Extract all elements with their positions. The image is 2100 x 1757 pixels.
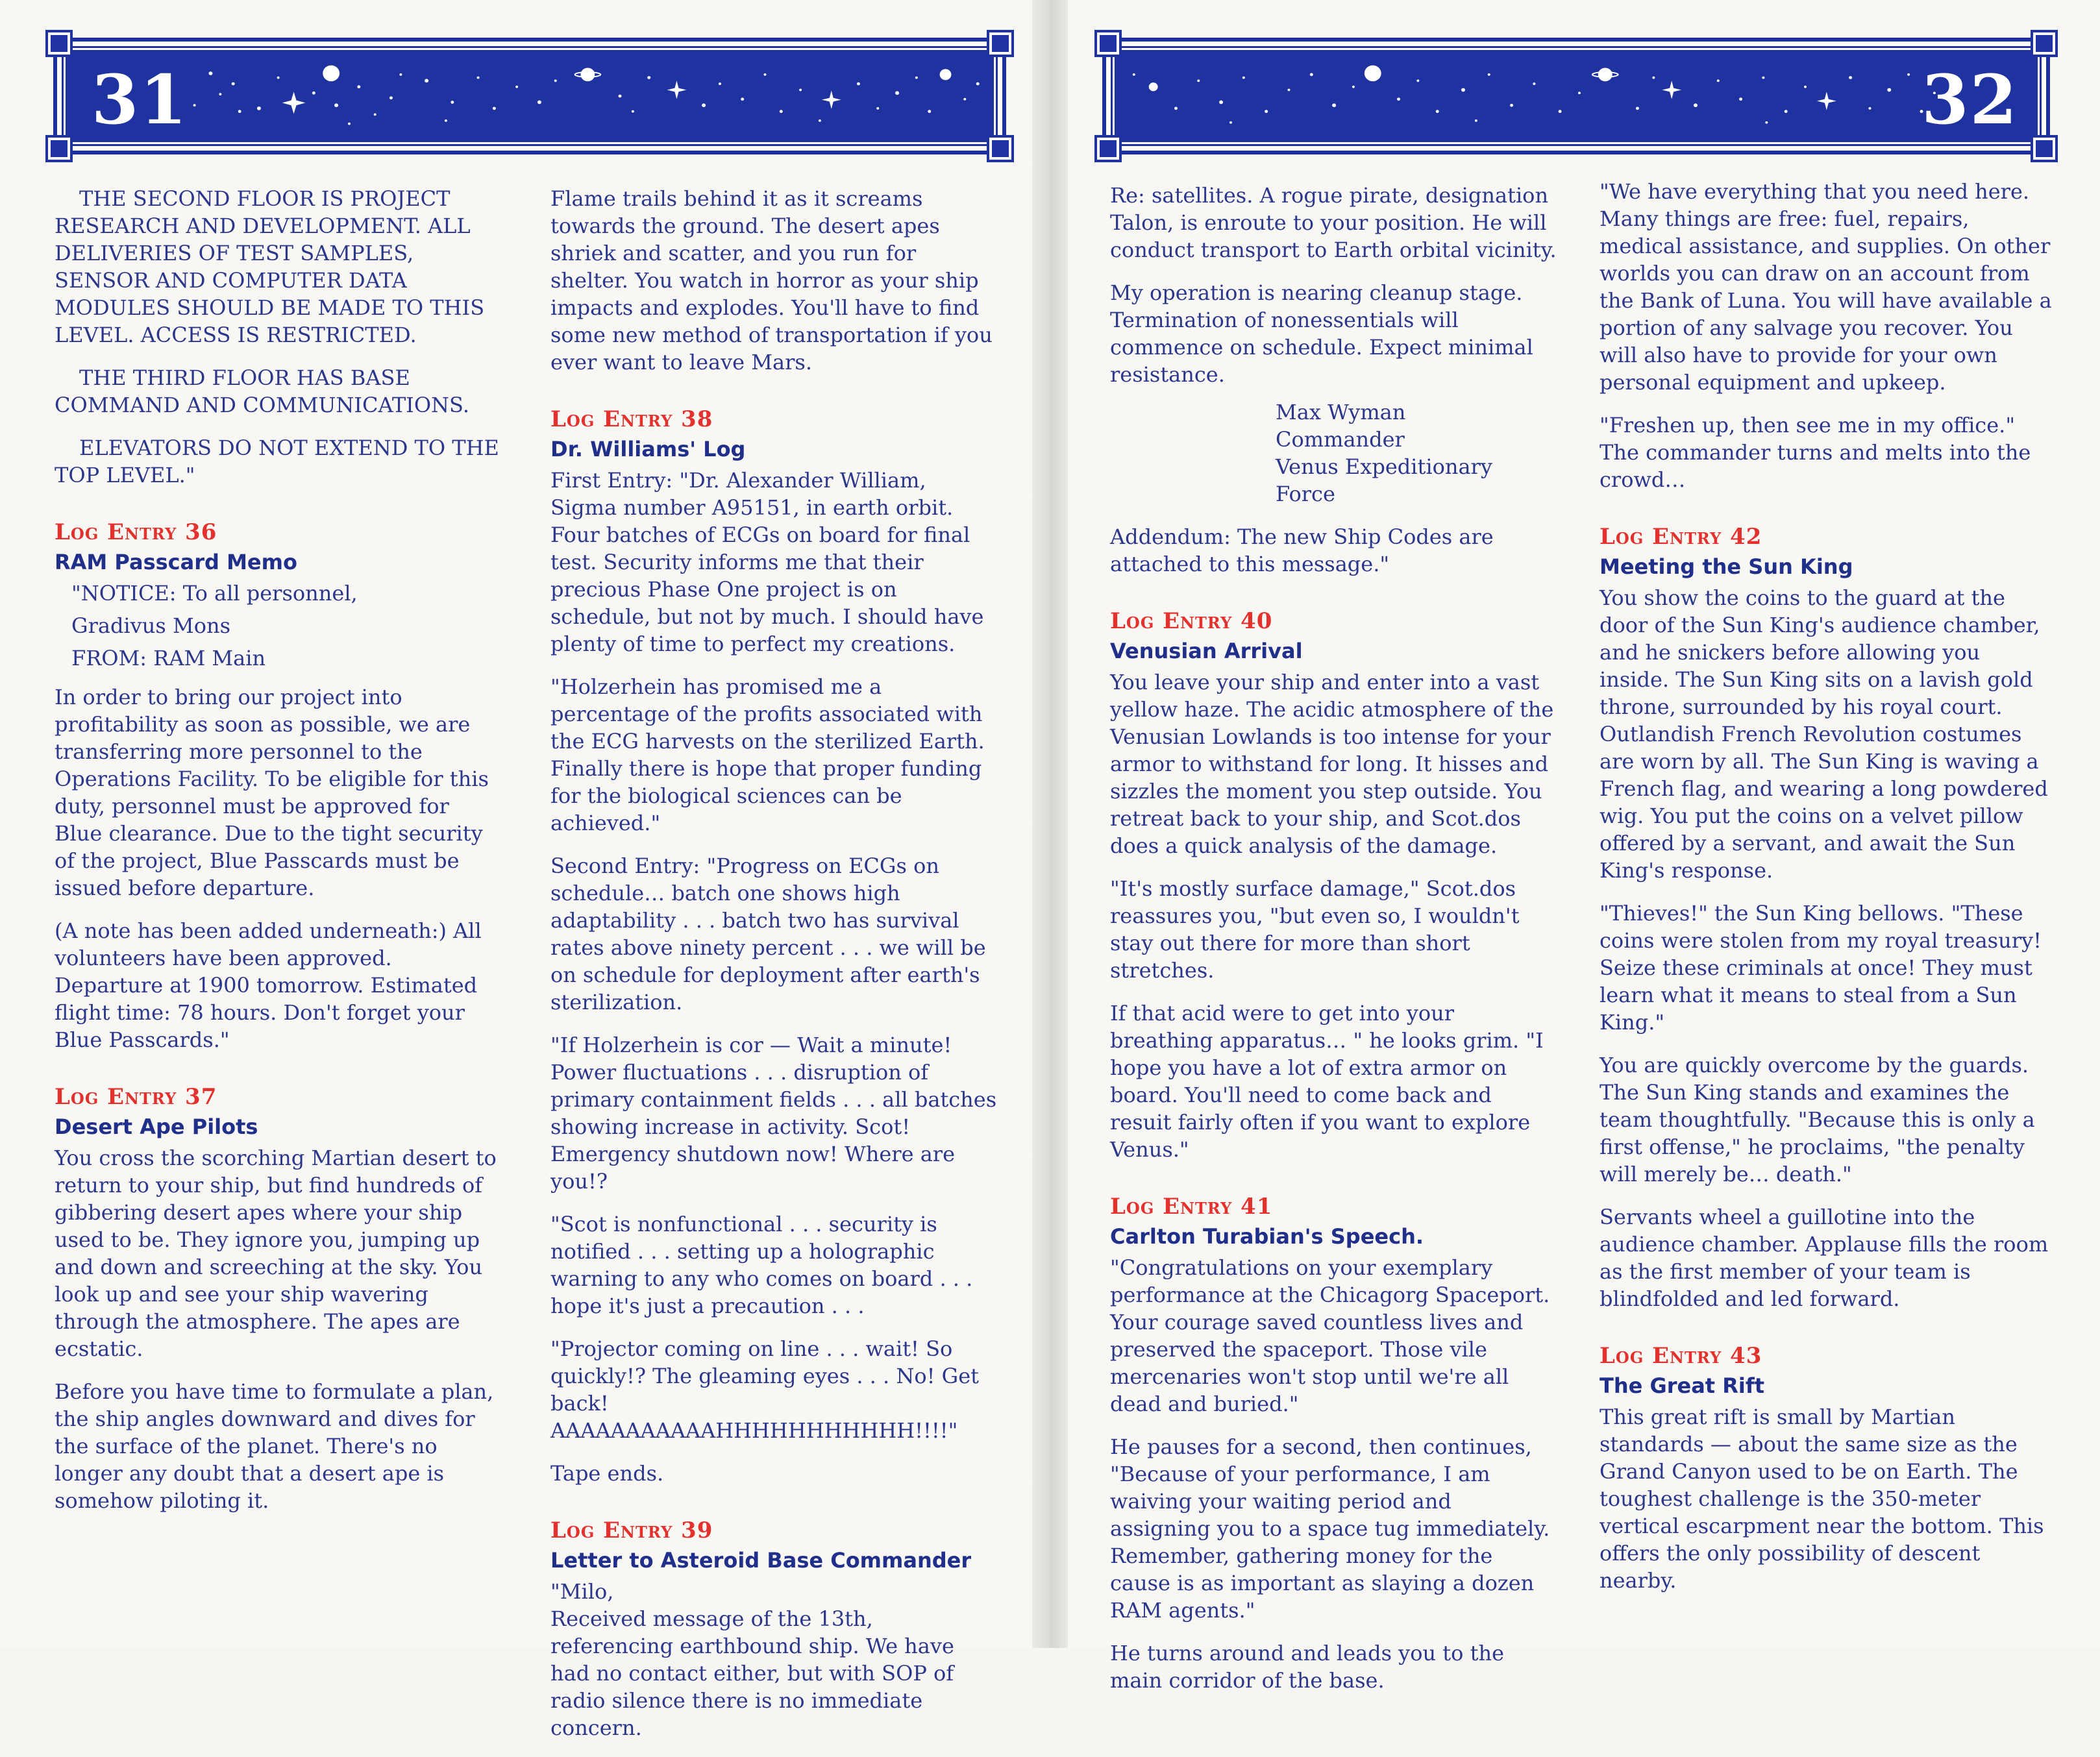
paragraph: "It's mostly surface damage," Scot.dos reassures you, "but even so, I wouldn't stay out there for more than short stretches. xyxy=(1110,876,1520,983)
text-column xyxy=(1600,178,2054,1610)
banner-corner-ornament xyxy=(48,138,70,160)
signature-line: Max Wyman xyxy=(1276,400,1406,424)
memo-line: Gradivus Mons xyxy=(71,613,230,638)
paragraph: Re: satellites. A rogue pirate, designation Talon, is enroute to your position. He will conduct transport to Earth orbital vicinity. xyxy=(1110,183,1557,262)
paragraph: My operation is nearing cleanup stage. Termination of nonessentials will commence on schedule. Expect minimal resistance. xyxy=(1110,280,1533,387)
paragraph: Servants wheel a guillotine into the audience chamber. Applause fills the room as the first member of your team is blindfolded and led forward. xyxy=(1600,1205,2049,1311)
log-entry-heading: Log Entry 37 xyxy=(55,1084,217,1110)
paragraph: You show the coins to the guard at the door of the Sun King's audience chamber, and he snickers before allowing you inside. The Sun King sits on a lavish gold throne, surrounded by his royal court. Outlandish French Revolution costumes are worn by all. The Sun King is waving a French flag, and wearing a long powdered wig. You put the coins on a velvet pillow offered by a servant, and await the Sun King's response. xyxy=(1600,585,2048,883)
letter-salutation: "Milo, xyxy=(550,1579,614,1604)
log-entry-heading: Log Entry 36 xyxy=(55,519,217,545)
log-entry-heading: Log Entry 41 xyxy=(1110,1194,1273,1220)
log-entry-title: The Great Rift xyxy=(1600,1373,1765,1398)
paragraph: This great rift is small by Martian standards — about the same size as the Grand Canyon used to be on Earth. The toughest challenge is the 350-meter vertical escarpment near the bottom. This offers the only possibility of descent nearby. xyxy=(1600,1405,2044,1593)
log-entry-title: RAM Passcard Memo xyxy=(55,550,297,574)
banner-corner-ornament xyxy=(1097,32,1119,55)
memo-line: FROM: RAM Main xyxy=(71,646,266,670)
paragraph: Before you have time to formulate a plan, the ship angles downward and dives for the surface of the planet. There's no longer any doubt that a desert ape is somehow piloting it. xyxy=(55,1379,494,1513)
banner-corner-ornament xyxy=(989,32,1011,55)
paragraph: THE THIRD FLOOR HAS BASE COMMAND AND COMMUNICATIONS. xyxy=(55,365,469,417)
banner-corner-ornament xyxy=(989,138,1011,160)
banner-starfield xyxy=(64,48,996,144)
banner-corner-ornament xyxy=(48,32,70,55)
text-column xyxy=(550,185,998,1757)
text-column xyxy=(55,185,502,1530)
starfield-graphic xyxy=(1115,50,2038,142)
log-entry-title: Dr. Williams' Log xyxy=(550,437,746,461)
paragraph: He pauses for a second, then continues, "Because of your performance, I am waiving your waiting period and assigning you to a space tug immediately. Remember, gathering money for the cause is as important as slaying a dozen RAM agents." xyxy=(1110,1434,1550,1623)
page-banner-right xyxy=(1102,38,2050,154)
paragraph: (A note has been added underneath:) All volunteers have been approved. Departure at 1900 tomorrow. Estimated flight time: 78 hours. Don't forget your Blue Passcards." xyxy=(55,918,482,1052)
paragraph: In order to bring our project into profitability as soon as possible, we are transferring more personnel to the Operations Facility. To be eligible for this duty, personnel must be approved for Blue clearance. Due to the tight security of the project, Blue Passcards must be issued before departure. xyxy=(55,685,489,900)
book-gutter xyxy=(1032,0,1068,1648)
banner-corner-ornament xyxy=(2033,32,2055,55)
banner-starfield xyxy=(1113,48,2040,144)
paragraph: "We have everything that you need here. Many things are free: fuel, repairs, medical assistance, and supplies. On other worlds you can draw on an account from the Bank of Luna. You will have available a portion of any salvage you recover. You will also have to provide for your own personal equipment and upkeep. xyxy=(1600,179,2052,395)
paragraph: You are quickly overcome by the guards. The Sun King stands and examines the team thoughtfully. "Because this is only a first offense," he proclaims, "the penalty will merely be… death." xyxy=(1600,1053,2035,1186)
paragraph: "If Holzerhein is cor — Wait a minute! Power fluctuations . . . disruption of primary containment fields . . . all batches showing increase in activity. Scot! Emergency shutdown now! Where are you!? xyxy=(550,1033,997,1194)
page-banner-left xyxy=(53,38,1006,154)
log-entry-heading: Log Entry 38 xyxy=(550,406,713,432)
log-entry-title: Desert Ape Pilots xyxy=(55,1114,258,1139)
paragraph: "Holzerhein has promised me a percentage of the profits associated with the ECG harvests on the sterilized Earth. Finally there is hope that proper funding for the biological sciences can be achieved." xyxy=(550,674,985,835)
letter-signature xyxy=(1276,399,1558,508)
log-entry-heading: Log Entry 42 xyxy=(1600,524,1762,550)
text-column xyxy=(1110,182,1558,1710)
memo-line: "NOTICE: To all personnel, xyxy=(71,581,358,606)
log-entry-heading: Log Entry 40 xyxy=(1110,608,1273,634)
memo-header xyxy=(71,580,502,672)
banner-corner-ornament xyxy=(1097,138,1119,160)
paragraph: If that acid were to get into your breathing apparatus… " he looks grim. "I hope you have a lot of extra armor on board. You'll need to come back and resuit fairly often if you want to explore Venus." xyxy=(1110,1001,1544,1162)
paragraph: Addendum: The new Ship Codes are attached to this message." xyxy=(1110,524,1494,576)
log-entry-title: Carlton Turabian's Speech. xyxy=(1110,1224,1424,1249)
paragraph: ELEVATORS DO NOT EXTEND TO THE TOP LEVEL." xyxy=(55,436,499,487)
paragraph: THE SECOND FLOOR IS PROJECT RESEARCH AND DEVELOPMENT. ALL DELIVERIES OF TEST SAMPLES, SENSOR AND COMPUTER DATA MODULES SHOULD BE MADE TO THIS LEVEL. ACCESS IS RESTRICTED. xyxy=(55,186,485,347)
paragraph: "Congratulations on your exemplary performance at the Chicagorg Spaceport. Your courage saved countless lives and preserved the spaceport. Those vile mercenaries won't stop until we're all dead and buried." xyxy=(1110,1255,1550,1416)
signature-line: Venus Expeditionary Force xyxy=(1276,454,1492,506)
starfield-graphic xyxy=(66,50,994,142)
log-entry-title: Meeting the Sun King xyxy=(1600,554,1853,579)
page-number: 31 xyxy=(92,60,188,140)
paragraph: Second Entry: "Progress on ECGs on schedule… batch one shows high adaptability . . . batch two has survival rates above ninety percent . . . we will be on schedule for deployment after earth's sterilization. xyxy=(550,854,986,1014)
signature-line: Commander xyxy=(1276,427,1405,452)
paragraph: "Scot is nonfunctional . . . security is notified . . . setting up a holographic warning to any who comes on board . . . hope it's just a precaution . . . xyxy=(550,1212,973,1318)
banner-corner-ornament xyxy=(2033,138,2055,160)
log-entry-heading: Log Entry 39 xyxy=(550,1517,713,1543)
paragraph: You leave your ship and enter into a vast yellow haze. The acidic atmosphere of the Venusian Lowlands is too intense for your armor to withstand for long. It hisses and sizzles the moment you step outside. You retreat back to your ship, and Scot.dos does a quick analysis of the damage. xyxy=(1110,670,1554,858)
page-number: 32 xyxy=(1921,60,2018,140)
log-entry-title: Venusian Arrival xyxy=(1110,639,1303,663)
paragraph: "Thieves!" the Sun King bellows. "These coins were stolen from my royal treasury! Seize these criminals at once! They must learn what it means to steal from a Sun King." xyxy=(1600,901,2042,1035)
paragraph: Tape ends. xyxy=(550,1461,664,1486)
paragraph: Received message of the 13th, referencing earthbound ship. We have had no contact either, but with SOP of radio silence there is no immediate concern. xyxy=(550,1606,954,1740)
paragraph: "Freshen up, then see me in my office." The commander turns and melts into the crowd… xyxy=(1600,413,2031,492)
log-entry-title: Letter to Asteroid Base Commander xyxy=(550,1548,972,1573)
log-entry-heading: Log Entry 43 xyxy=(1600,1343,1762,1369)
paragraph: Flame trails behind it as it screams towards the ground. The desert apes shriek and scatter, and you run for shelter. You watch in horror as your ship impacts and explodes. You'll have to find some new method of transportation if you ever want to leave Mars. xyxy=(550,186,993,375)
paragraph: First Entry: "Dr. Alexander William, Sigma number A95151, in earth orbit. Four batches of ECGs on board for final test. Security informs me that their precious Phase One project is on schedule, but not by much. I should have plenty of time to perfect my creations. xyxy=(550,468,984,656)
left-page xyxy=(0,0,1032,1740)
paragraph: He turns around and leads you to the main corridor of the base. xyxy=(1110,1641,1504,1693)
paragraph: "Projector coming on line . . . wait! So quickly!? The gleaming eyes . . . No! Get back! AAAAAAAAAAAHHHHHHHHHHH!!!!" xyxy=(550,1336,980,1443)
paragraph: You cross the scorching Martian desert to return to your ship, but find hundreds of gibbering desert apes where your ship used to be. They ignore you, jumping up and down and screeching at the sky. You look up and see your ship wavering through the atmosphere. The apes are ecstatic. xyxy=(55,1146,497,1361)
